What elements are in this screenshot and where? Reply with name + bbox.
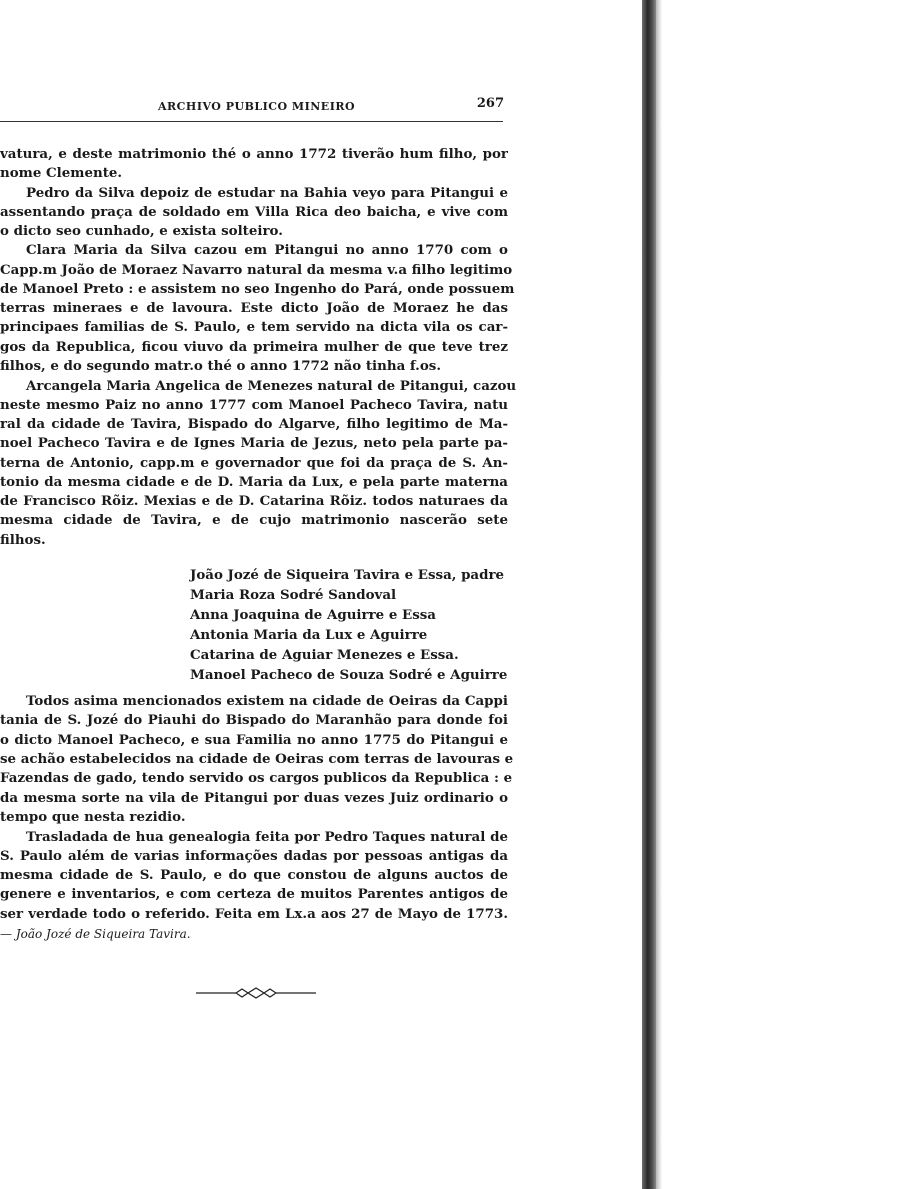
child-name: Anna Joaquina de Aguirre e Essa xyxy=(190,607,436,623)
child-name: João Jozé de Siqueira Tavira e Essa, padre xyxy=(190,567,505,583)
text-line: mesma cidade de S. Paulo, e do que constou de alguns auctos de xyxy=(0,867,508,883)
text-line: nome Clemente. xyxy=(0,165,123,181)
text-line: noel Pacheco Tavira e de Ignes Maria de Jezus, neto pela parte pa- xyxy=(0,435,508,451)
text-line: Todos asima mencionados existem na cidade de Oeiras da Cappi xyxy=(26,693,508,709)
text-line: Arcangela Maria Angelica de Menezes natural de Pitangui, cazou xyxy=(26,378,517,394)
text-line: terna de Antonio, capp.m e governador que foi da praça de S. An- xyxy=(0,455,508,471)
text-line: Fazendas de gado, tendo servido os cargos publicos da Republica : e xyxy=(0,770,513,786)
text-line: da mesma sorte na vila de Pitangui por duas vezes Juiz ordinario o xyxy=(0,790,508,806)
text-line: Clara Maria da Silva cazou em Pitangui no anno 1770 com o xyxy=(26,242,508,258)
page-number: 267 xyxy=(476,96,504,111)
text-line: mesma cidade de Tavira, e de cujo matrimonio nascerão sete xyxy=(0,512,508,528)
children-list xyxy=(190,565,507,685)
text-line: filhos, e do segundo matr.o thé o anno 1772 não tinha f.os. xyxy=(0,358,441,374)
text-line: neste mesmo Paiz no anno 1777 com Manoel Pacheco Tavira, natu xyxy=(0,397,508,413)
book-gutter-fade xyxy=(656,0,662,1189)
text-line: tonio da mesma cidade e de D. Maria da Lux, e pela parte materna xyxy=(0,474,508,490)
text-line: principaes familias de S. Paulo, e tem servido na dicta vila os car- xyxy=(0,319,508,335)
text-line: se achão estabelecidos na cidade de Oeiras com terras de lavouras e xyxy=(0,751,514,767)
text-line: o dicto seo cunhado, e exista solteiro. xyxy=(0,223,283,239)
text-line: de Manoel Preto : e assistem no seo Ingenho do Pará, onde possuem xyxy=(0,281,515,297)
text-line: tania de S. Jozé do Piauhi do Bispado do Maranhão para donde foi xyxy=(0,712,508,728)
text-line: S. Paulo além de varias informações dadas por pessoas antigas da xyxy=(0,848,508,864)
child-name: Manoel Pacheco de Souza Sodré e Aguirre xyxy=(190,667,508,683)
text-line: assentando praça de soldado em Villa Rica deo baicha, e vive com xyxy=(0,204,508,220)
text-line: Capp.m João de Moraez Navarro natural da mesma v.a filho legitimo xyxy=(0,262,513,278)
section-ornament xyxy=(196,987,316,999)
text-line: o dicto Manoel Pacheco, e sua Familia no anno 1775 do Pitangui e xyxy=(0,732,508,748)
page-header xyxy=(0,96,506,118)
child-name: Maria Roza Sodré Sandoval xyxy=(190,587,397,603)
text-line: ser verdade todo o referido. Feita em Lx.a aos 27 de Mayo de 1773. xyxy=(0,906,508,922)
book-gutter-shadow xyxy=(642,0,656,1189)
text-line: gos da Republica, ficou viuvo da primeira mulher de que teve trez xyxy=(0,339,508,355)
text-line: de Francisco Rõiz. Mexias e de D. Catarina Rõiz. todos naturaes da xyxy=(0,493,508,509)
text-line: Trasladada de hua genealogia feita por Pedro Taques natural de xyxy=(26,829,508,845)
header-rule xyxy=(0,121,503,122)
child-name: Catarina de Aguiar Menezes e Essa. xyxy=(190,647,459,663)
signature-line: — João Jozé de Siqueira Tavira. xyxy=(0,927,191,941)
text-line: ral da cidade de Tavira, Bispado do Algarve, filho legitimo de Ma- xyxy=(0,416,508,432)
text-line: tempo que nesta rezidio. xyxy=(0,809,186,825)
text-line: terras mineraes e de lavoura. Este dicto João de Moraez he das xyxy=(0,300,508,316)
text-line: Pedro da Silva depoiz de estudar na Bahia veyo para Pitangui e xyxy=(26,185,508,201)
text-line: filhos. xyxy=(0,532,46,548)
running-title: ARCHIVO PUBLICO MINEIRO xyxy=(158,100,356,113)
text-line: genere e inventarios, e com certeza de muitos Parentes antigos de xyxy=(0,886,508,902)
child-name: Antonia Maria da Lux e Aguirre xyxy=(190,627,428,643)
text-line: vatura, e deste matrimonio thé o anno 1772 tiverão hum filho, por xyxy=(0,146,508,162)
